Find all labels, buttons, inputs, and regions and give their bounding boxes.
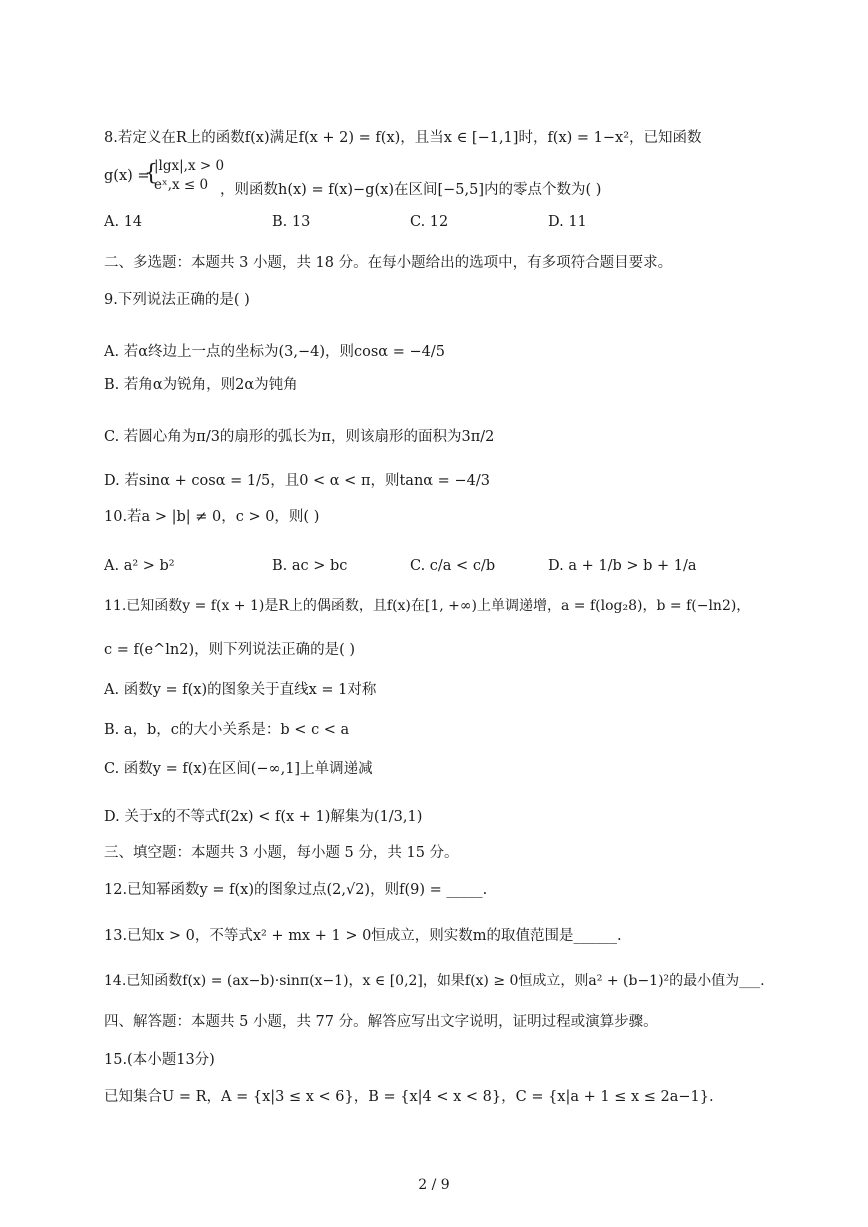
q8-option-b: B. 13: [272, 214, 311, 230]
q9-option-d: D. 若sinα + cosα = 1/5，且0 < α < π，则tanα = −4/3: [104, 473, 490, 489]
q8-line2: ，则函数h(x) = f(x)−g(x)在区间[−5,5]内的零点个数为( ): [220, 182, 602, 198]
q15-body: 已知集合U = R，A = {x|3 ≤ x < 6}，B = {x|4 < x < 8}，C = {x|a + 1 ≤ x ≤ 2a−1}.: [104, 1089, 714, 1105]
q9-option-a: A. 若α终边上一点的坐标为(3,−4)，则cosα = −4/5: [104, 344, 445, 360]
q9-stem: 9.下列说法正确的是( ): [104, 292, 250, 308]
section-heading-multi-choice: 二、多选题：本题共 3 小题，共 18 分。在每小题给出的选项中，有多项符合题目要求。: [104, 255, 673, 271]
q11-line2: c = f(e^ln2)，则下列说法正确的是( ): [104, 642, 356, 658]
q14-text: 14.已知函数f(x) = (ax−b)·sinπ(x−1)，x ∈ [0,2]，如果f(x) ≥ 0恒成立，则a² + (b−1)²的最小值为___.: [104, 973, 765, 989]
section-heading-fill-in: 三、填空题：本题共 3 小题，每小题 5 分，共 15 分。: [104, 845, 459, 861]
q11-line1: 11.已知函数y = f(x + 1)是R上的偶函数，且f(x)在[1, +∞)上单调递增，a = f(log₂8)，b = f(−ln2)，: [104, 598, 751, 614]
q8-g-lhs: g(x) =: [104, 168, 150, 184]
q8-piece-bottom: eˣ,x ≤ 0: [154, 177, 209, 193]
q10-option-b: B. ac > bc: [272, 558, 348, 574]
q10-option-a: A. a² > b²: [104, 558, 175, 574]
q8-option-c: C. 12: [410, 214, 449, 230]
q11-option-c: C. 函数y = f(x)在区间(−∞,1]上单调递减: [104, 761, 373, 777]
section-heading-answers: 四、解答题：本题共 5 小题，共 77 分。解答应写出文字说明，证明过程或演算步骤。: [104, 1014, 658, 1030]
q11-option-d: D. 关于x的不等式f(2x) < f(x + 1)解集为(1/3,1): [104, 809, 423, 825]
q8-option-d: D. 11: [548, 214, 587, 230]
q12-text: 12.已知幂函数y = f(x)的图象过点(2,√2)，则f(9) = _____.: [104, 882, 488, 898]
q15-heading: 15.(本小题13分): [104, 1052, 215, 1068]
q10-stem: 10.若a > |b| ≠ 0，c > 0，则( ): [104, 509, 320, 525]
q9-option-b: B. 若角α为锐角，则2α为钝角: [104, 377, 298, 393]
page-number: 2 / 9: [418, 1177, 450, 1193]
q8-option-a: A. 14: [104, 214, 143, 230]
q8-piece-top: |lgx|,x > 0: [154, 158, 225, 174]
q8-line1: 8.若定义在R上的函数f(x)满足f(x + 2) = f(x)，且当x ∈ [−1,1]时，f(x) = 1−x²，已知函数: [104, 130, 702, 146]
q11-option-b: B. a，b，c的大小关系是：b < c < a: [104, 722, 350, 738]
q10-option-c: C. c/a < c/b: [410, 558, 496, 574]
piecewise-brace: {: [144, 161, 158, 186]
q9-option-c: C. 若圆心角为π/3的扇形的弧长为π，则该扇形的面积为3π/2: [104, 429, 495, 445]
q11-option-a: A. 函数y = f(x)的图象关于直线x = 1对称: [104, 682, 377, 698]
q13-text: 13.已知x > 0，不等式x² + mx + 1 > 0恒成立，则实数m的取值范围是______.: [104, 928, 622, 944]
q10-option-d: D. a + 1/b > b + 1/a: [548, 558, 697, 574]
